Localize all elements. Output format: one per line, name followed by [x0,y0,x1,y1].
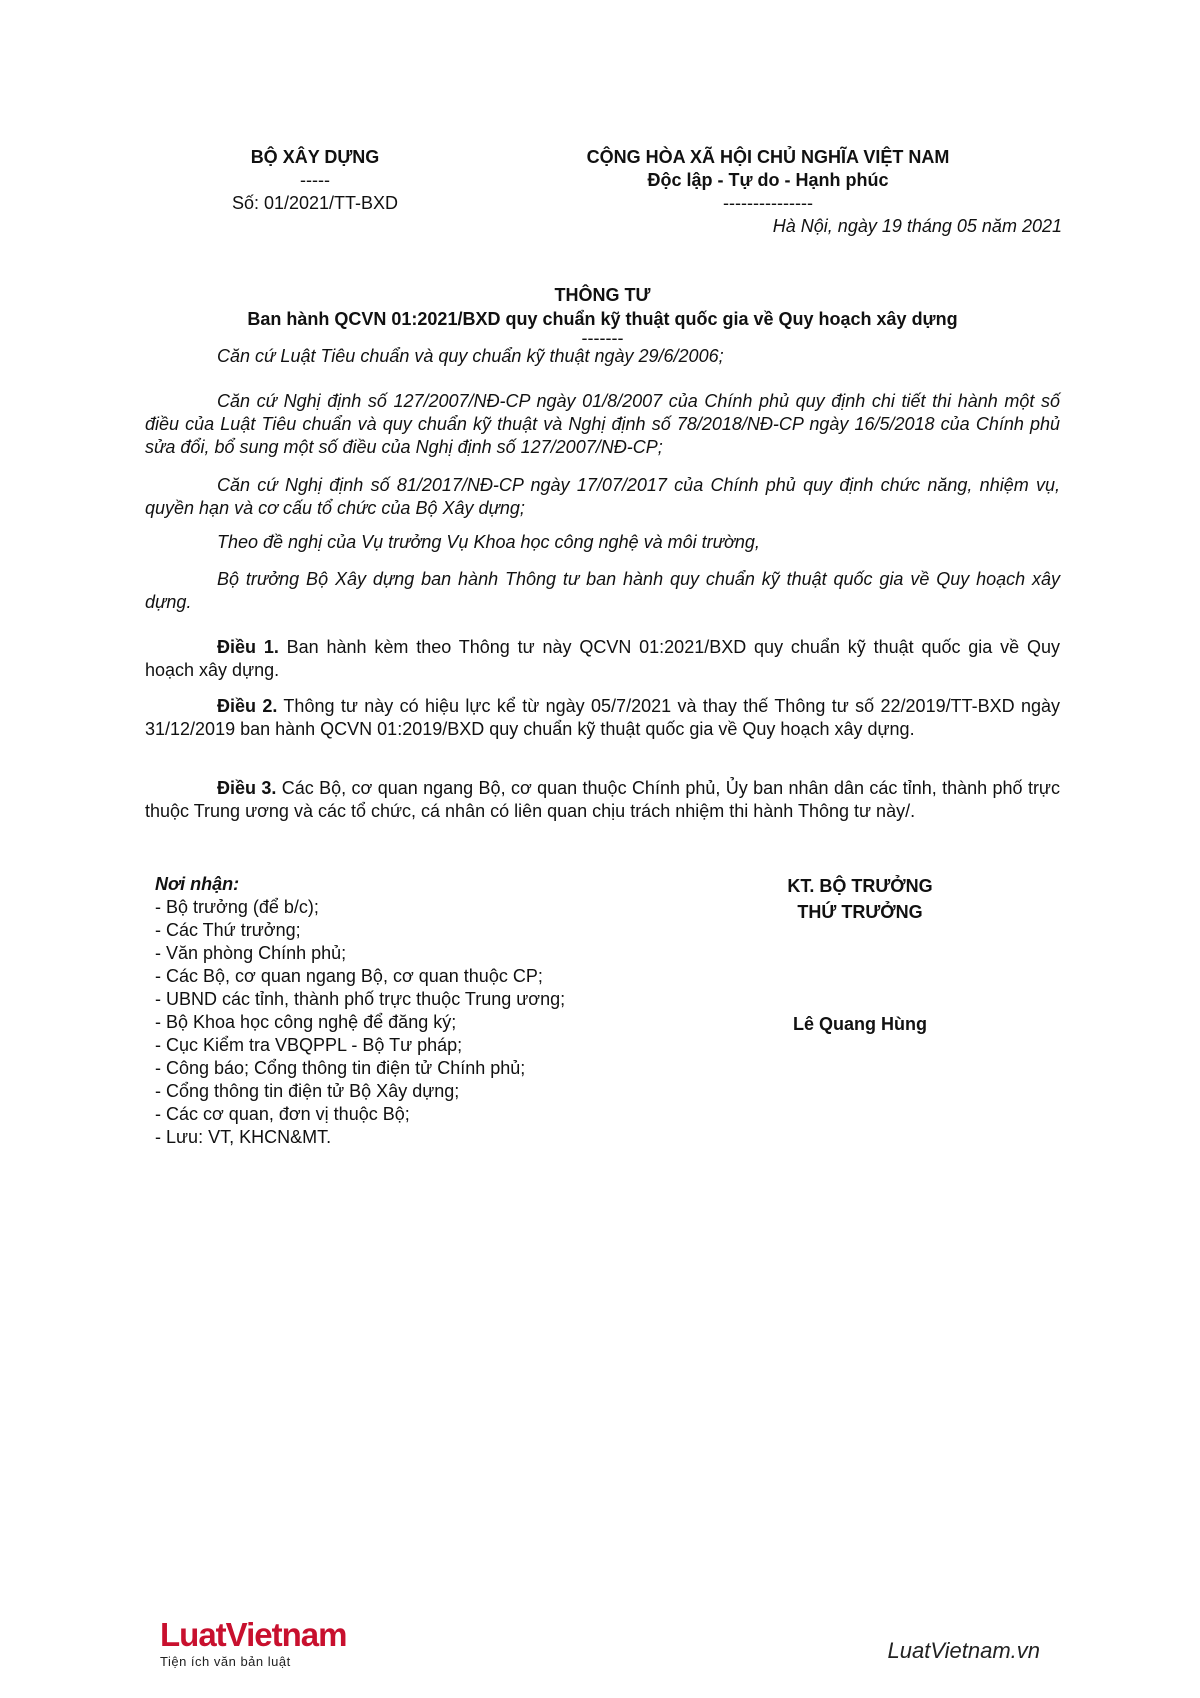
signature-title-1: KT. BỘ TRƯỞNG [787,876,933,896]
document-subject: Ban hành QCVN 01:2021/BXD quy chuẩn kỹ thuật quốc gia về Quy hoạch xây dựng [247,309,958,329]
list-item: - Bộ Khoa học công nghệ để đăng ký; [155,1012,457,1032]
recipients-list [155,873,675,1149]
preamble-paragraph: Căn cứ Nghị định số 127/2007/NĐ-CP ngày 01/8/2007 của Chính phủ quy định chi tiết thi hành một số điều của Luật Tiêu chuẩn và quy chuẩn kỹ thuật và Nghị định số 78/2018/NĐ-CP ngày 16/5/2018 của Chính phủ sửa đổi, bổ sung một số điều của Nghị định số 127/2007/NĐ-CP; [145,391,1060,457]
list-item: - Cổng thông tin điện tử Bộ Xây dựng; [155,1081,460,1101]
logo-part-1: Luat [160,1616,226,1653]
article-label: Điều 3. [217,778,277,798]
republic-name: CỘNG HÒA XÃ HỘI CHỦ NGHĨA VIỆT NAM [586,147,950,167]
document-title [145,283,1060,348]
agency-rule: ----- [300,170,330,190]
list-item: - Lưu: VT, KHCN&MT. [155,1127,332,1147]
preamble-paragraph: Căn cứ Luật Tiêu chuẩn và quy chuẩn kỹ thuật ngày 29/6/2006; [217,346,724,366]
signer-name: Lê Quang Hùng [793,1014,927,1034]
list-item: - Các cơ quan, đơn vị thuộc Bộ; [155,1104,410,1124]
logo-tagline: Tiện ích văn bản luật [160,1654,291,1669]
article-3 [145,777,1060,823]
agency-name: BỘ XÂY DỰNG [250,147,380,167]
list-item: - Công báo; Cổng thông tin điện tử Chính phủ; [155,1058,526,1078]
place-date: Hà Nội, ngày 19 tháng 05 năm 2021 [772,216,1062,236]
article-2 [145,695,1060,741]
article-1 [145,636,1060,682]
recipients-heading: Nơi nhận: [155,874,240,894]
article-label: Điều 2. [217,696,278,716]
preamble-paragraph: Theo đề nghị của Vụ trưởng Vụ Khoa học công nghệ và môi trường, [217,532,760,552]
article-text: Các Bộ, cơ quan ngang Bộ, cơ quan thuộc Chính phủ, Ủy ban nhân dân các tỉnh, thành phố trực thuộc Trung ương và các tổ chức, cá nhân có liên quan chịu trách nhiệm thi hành Thông tư này/. [145,778,1060,821]
preamble-paragraph: Căn cứ Nghị định số 81/2017/NĐ-CP ngày 17/07/2017 của Chính phủ quy định chức năng, nhiệm vụ, quyền hạn và cơ cấu tổ chức của Bộ Xây dựng; [145,475,1060,518]
footer-url[interactable]: LuatVietnam.vn [887,1638,1040,1663]
signature-block [730,873,990,925]
agency-block [195,146,435,215]
motto-rule: --------------- [723,193,813,213]
document-type: THÔNG TƯ [554,285,651,305]
signature-title-2: THỨ TRƯỞNG [797,902,923,922]
list-item: - Bộ trưởng (để b/c); [155,897,319,917]
list-item: - UBND các tỉnh, thành phố trực thuộc Trung ương; [155,989,566,1009]
list-item: - Văn phòng Chính phủ; [155,943,347,963]
article-text: Thông tư này có hiệu lực kể từ ngày 05/7/2021 và thay thế Thông tư số 22/2019/TT-BXD ngày 31/12/2019 ban hành QCVN 01:2019/BXD quy chuẩn kỹ thuật quốc gia về Quy hoạch xây dựng. [145,696,1060,739]
list-item: - Các Bộ, cơ quan ngang Bộ, cơ quan thuộc CP; [155,966,543,986]
logo-wordmark [160,1618,346,1652]
list-item: - Cục Kiểm tra VBQPPL - Bộ Tư pháp; [155,1035,463,1055]
article-label: Điều 1. [217,637,279,657]
list-item: - Các Thứ trưởng; [155,920,301,940]
title-rule: ------- [581,328,624,348]
logo-part-2: Vietnam [225,1616,347,1653]
national-motto: Độc lập - Tự do - Hạnh phúc [647,170,889,190]
preamble-paragraph: Bộ trưởng Bộ Xây dựng ban hành Thông tư ban hành quy chuẩn kỹ thuật quốc gia về Quy hoạch xây dựng. [145,569,1060,612]
national-heading [528,146,1008,215]
article-text: Ban hành kèm theo Thông tư này QCVN 01:2021/BXD quy chuẩn kỹ thuật quốc gia về Quy hoạch xây dựng. [145,637,1060,680]
luatvietnam-logo[interactable] [160,1618,346,1669]
document-number: Số: 01/2021/TT-BXD [231,193,399,213]
